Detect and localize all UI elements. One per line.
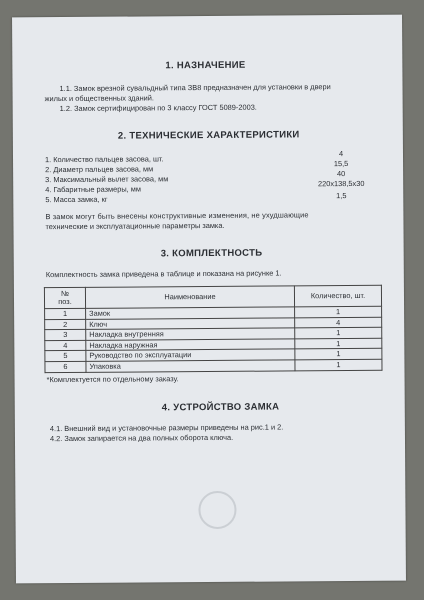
cell-number: 3 [45, 330, 86, 341]
cell-name: Ключ [86, 317, 295, 329]
section-1-paragraph-1-line-2: жилых и общественных зданий. [44, 93, 155, 104]
spec-value: 4 [338, 149, 344, 159]
section-4-paragraph-1: 4.1. Внешний вид и установочные размеры приведены на рис.1 и 2. [49, 422, 284, 434]
cell-name: Упаковка [86, 360, 295, 372]
col-header-number-line-1: № [60, 288, 69, 299]
cell-quantity: 1 [295, 306, 382, 317]
spec-value: 220х138,5х30 [317, 178, 365, 189]
section-1-heading: 1. НАЗНАЧЕНИЕ [165, 59, 246, 72]
cell-number: 2 [45, 319, 86, 330]
section-2-note-line-2: технические и эксплуатационные параметры замка. [45, 220, 225, 232]
col-header-number [44, 287, 85, 308]
spec-label: 4. Габаритные размеры, мм [45, 184, 141, 195]
section-4-heading: 4. УСТРОЙСТВО ЗАМКА [161, 401, 280, 414]
section-3-intro: Комплектность замка приведена в таблице и показана на рисунке 1. [45, 268, 282, 280]
kit-table [44, 285, 383, 373]
table-header-row [44, 285, 381, 308]
spec-value: 1,5 [336, 191, 347, 201]
section-1-paragraph-1-line-1: 1.1. Замок врезной сувальдный типа ЗВ8 предназначен для установки в двери [59, 82, 331, 94]
col-header-number-line-2: поз. [58, 296, 72, 307]
cell-name: Замок [86, 307, 295, 319]
cell-name: Накладка наружная [86, 339, 295, 351]
document-page [12, 15, 406, 584]
cell-quantity: 1 [295, 338, 382, 349]
cell-name: Накладка внутренняя [86, 328, 295, 340]
col-header-quantity: Количество, шт. [294, 285, 381, 307]
cell-number: 4 [45, 340, 86, 351]
spec-label: 1. Количество пальцев засова, шт. [44, 154, 164, 165]
section-2-heading: 2. ТЕХНИЧЕСКИЕ ХАРАКТЕРИСТИКИ [117, 129, 300, 142]
spec-label: 2. Диаметр пальцев засова, мм [45, 164, 154, 175]
section-4-paragraph-2: 4.2. Замок запирается на два полных оборота ключа. [49, 432, 234, 444]
cell-quantity: 1 [295, 359, 382, 370]
spec-value: 15,5 [333, 159, 349, 169]
section-3-footnote: *Комплектуется по отдельному заказу. [46, 374, 179, 385]
section-2-note-line-1: В замок могут быть внесены конструктивные изменения, не ухудшающие [45, 210, 309, 222]
section-1-paragraph-2: 1.2. Замок сертифицирован по 3 классу ГОСТ 5089-2003. [59, 102, 257, 114]
table-row [45, 359, 382, 372]
cell-quantity: 1 [295, 327, 382, 338]
cell-number: 5 [45, 351, 86, 362]
cell-number: 6 [45, 361, 86, 372]
cell-quantity: 1 [295, 349, 382, 360]
cell-number: 1 [45, 308, 86, 319]
section-3-heading: 3. КОМПЛЕКТНОСТЬ [160, 247, 263, 260]
cell-quantity: 4 [295, 317, 382, 328]
spec-label: 5. Масса замка, кг [45, 194, 108, 205]
cell-name: Руководство по эксплуатации [86, 349, 295, 361]
spec-label: 3. Максимальный вылет засова, мм [45, 174, 169, 185]
col-header-name: Наименование [85, 286, 294, 308]
spec-value: 40 [336, 169, 346, 179]
faint-logo-watermark [198, 491, 236, 529]
